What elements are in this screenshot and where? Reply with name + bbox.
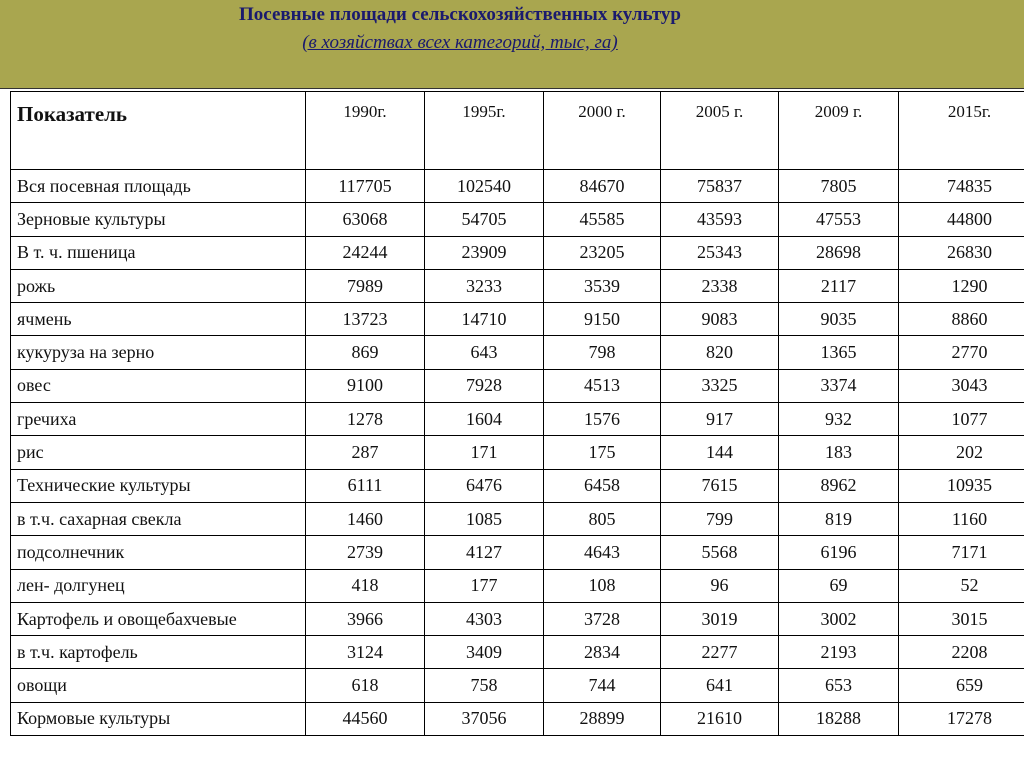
row-value: 69 [779, 569, 899, 602]
row-value: 2834 [544, 636, 661, 669]
row-value: 4513 [544, 369, 661, 402]
row-value: 84670 [544, 170, 661, 203]
row-value: 1576 [544, 403, 661, 436]
row-value: 2117 [779, 269, 899, 302]
row-value: 1460 [306, 502, 425, 535]
row-value: 418 [306, 569, 425, 602]
row-value: 7805 [779, 170, 899, 203]
row-value: 10935 [899, 469, 1024, 502]
header-year: 2005 г. [661, 92, 779, 170]
row-value: 2338 [661, 269, 779, 302]
row-value: 37056 [425, 702, 544, 735]
row-value: 6458 [544, 469, 661, 502]
row-value: 1077 [899, 403, 1024, 436]
table-row [11, 702, 1024, 735]
table-header-row [11, 92, 1024, 170]
row-value: 618 [306, 669, 425, 702]
row-value: 144 [661, 436, 779, 469]
row-value: 54705 [425, 203, 544, 236]
row-value: 44560 [306, 702, 425, 735]
row-value: 45585 [544, 203, 661, 236]
header-year: 2000 г. [544, 92, 661, 170]
row-value: 9035 [779, 303, 899, 336]
row-value: 28899 [544, 702, 661, 735]
row-value: 7171 [899, 536, 1024, 569]
row-value: 7989 [306, 269, 425, 302]
table-row [11, 236, 1024, 269]
row-value: 7928 [425, 369, 544, 402]
row-value: 21610 [661, 702, 779, 735]
row-value: 3019 [661, 602, 779, 635]
row-value: 2193 [779, 636, 899, 669]
row-value: 26830 [899, 236, 1024, 269]
row-value: 819 [779, 502, 899, 535]
table-row [11, 170, 1024, 203]
row-value: 3233 [425, 269, 544, 302]
table-row [11, 336, 1024, 369]
table-row [11, 502, 1024, 535]
row-value: 102540 [425, 170, 544, 203]
row-label: Технические культуры [11, 469, 306, 502]
header-label: Показатель [11, 92, 306, 170]
row-value: 8962 [779, 469, 899, 502]
row-label: Картофель и овощебахчевые [11, 602, 306, 635]
row-value: 643 [425, 336, 544, 369]
header-year: 2009 г. [779, 92, 899, 170]
row-value: 96 [661, 569, 779, 602]
row-value: 3124 [306, 636, 425, 669]
row-label: кукуруза на зерно [11, 336, 306, 369]
row-value: 2277 [661, 636, 779, 669]
row-value: 47553 [779, 203, 899, 236]
table-sheet [0, 88, 1024, 768]
row-value: 3043 [899, 369, 1024, 402]
table-row [11, 403, 1024, 436]
header-year: 1995г. [425, 92, 544, 170]
page-title: Посевные площади сельскохозяйственных культур [0, 4, 920, 26]
row-label: Кормовые культуры [11, 702, 306, 735]
table-row [11, 569, 1024, 602]
row-value: 6111 [306, 469, 425, 502]
row-value: 917 [661, 403, 779, 436]
row-value: 75837 [661, 170, 779, 203]
row-value: 744 [544, 669, 661, 702]
row-value: 4643 [544, 536, 661, 569]
row-value: 23909 [425, 236, 544, 269]
row-value: 869 [306, 336, 425, 369]
row-value: 799 [661, 502, 779, 535]
row-value: 175 [544, 436, 661, 469]
table-row [11, 469, 1024, 502]
row-label: в т.ч. картофель [11, 636, 306, 669]
row-value: 63068 [306, 203, 425, 236]
row-value: 659 [899, 669, 1024, 702]
row-value: 24244 [306, 236, 425, 269]
table-row [11, 636, 1024, 669]
row-label: рожь [11, 269, 306, 302]
row-value: 18288 [779, 702, 899, 735]
row-label: рис [11, 436, 306, 469]
row-label: ячмень [11, 303, 306, 336]
row-value: 2739 [306, 536, 425, 569]
row-value: 758 [425, 669, 544, 702]
row-value: 287 [306, 436, 425, 469]
row-value: 9150 [544, 303, 661, 336]
row-value: 3374 [779, 369, 899, 402]
row-value: 43593 [661, 203, 779, 236]
row-value: 1290 [899, 269, 1024, 302]
row-value: 13723 [306, 303, 425, 336]
row-value: 3325 [661, 369, 779, 402]
table-row [11, 203, 1024, 236]
row-value: 117705 [306, 170, 425, 203]
row-value: 74835 [899, 170, 1024, 203]
row-value: 1604 [425, 403, 544, 436]
table-row [11, 269, 1024, 302]
row-value: 9083 [661, 303, 779, 336]
row-value: 202 [899, 436, 1024, 469]
row-value: 171 [425, 436, 544, 469]
row-value: 798 [544, 336, 661, 369]
row-value: 14710 [425, 303, 544, 336]
row-value: 9100 [306, 369, 425, 402]
row-label: гречиха [11, 403, 306, 436]
row-value: 2208 [899, 636, 1024, 669]
row-value: 805 [544, 502, 661, 535]
row-value: 1278 [306, 403, 425, 436]
table-row [11, 669, 1024, 702]
row-value: 28698 [779, 236, 899, 269]
row-value: 44800 [899, 203, 1024, 236]
table-row [11, 436, 1024, 469]
row-value: 1365 [779, 336, 899, 369]
row-label: лен- долгунец [11, 569, 306, 602]
row-label: овощи [11, 669, 306, 702]
row-value: 3015 [899, 602, 1024, 635]
row-label: в т.ч. сахарная свекла [11, 502, 306, 535]
row-value: 23205 [544, 236, 661, 269]
row-label: Вся посевная площадь [11, 170, 306, 203]
row-value: 1160 [899, 502, 1024, 535]
row-value: 177 [425, 569, 544, 602]
row-value: 3966 [306, 602, 425, 635]
table-row [11, 602, 1024, 635]
row-value: 7615 [661, 469, 779, 502]
row-value: 25343 [661, 236, 779, 269]
table-row [11, 303, 1024, 336]
row-label: овес [11, 369, 306, 402]
row-label: Зерновые культуры [11, 203, 306, 236]
row-value: 3409 [425, 636, 544, 669]
row-label: В т. ч. пшеница [11, 236, 306, 269]
row-value: 820 [661, 336, 779, 369]
row-value: 52 [899, 569, 1024, 602]
row-value: 1085 [425, 502, 544, 535]
row-value: 3539 [544, 269, 661, 302]
crop-area-table [10, 91, 1024, 736]
table-row [11, 369, 1024, 402]
row-value: 641 [661, 669, 779, 702]
header-year: 2015г. [899, 92, 1024, 170]
row-value: 4127 [425, 536, 544, 569]
row-value: 3728 [544, 602, 661, 635]
row-value: 8860 [899, 303, 1024, 336]
row-value: 17278 [899, 702, 1024, 735]
row-value: 183 [779, 436, 899, 469]
table-row [11, 536, 1024, 569]
page-subtitle: (в хозяйствах всех категорий, тыс, га) [0, 32, 920, 54]
row-value: 4303 [425, 602, 544, 635]
row-value: 6476 [425, 469, 544, 502]
row-value: 6196 [779, 536, 899, 569]
row-value: 108 [544, 569, 661, 602]
row-value: 3002 [779, 602, 899, 635]
row-label: подсолнечник [11, 536, 306, 569]
row-value: 932 [779, 403, 899, 436]
row-value: 2770 [899, 336, 1024, 369]
row-value: 653 [779, 669, 899, 702]
header-year: 1990г. [306, 92, 425, 170]
row-value: 5568 [661, 536, 779, 569]
